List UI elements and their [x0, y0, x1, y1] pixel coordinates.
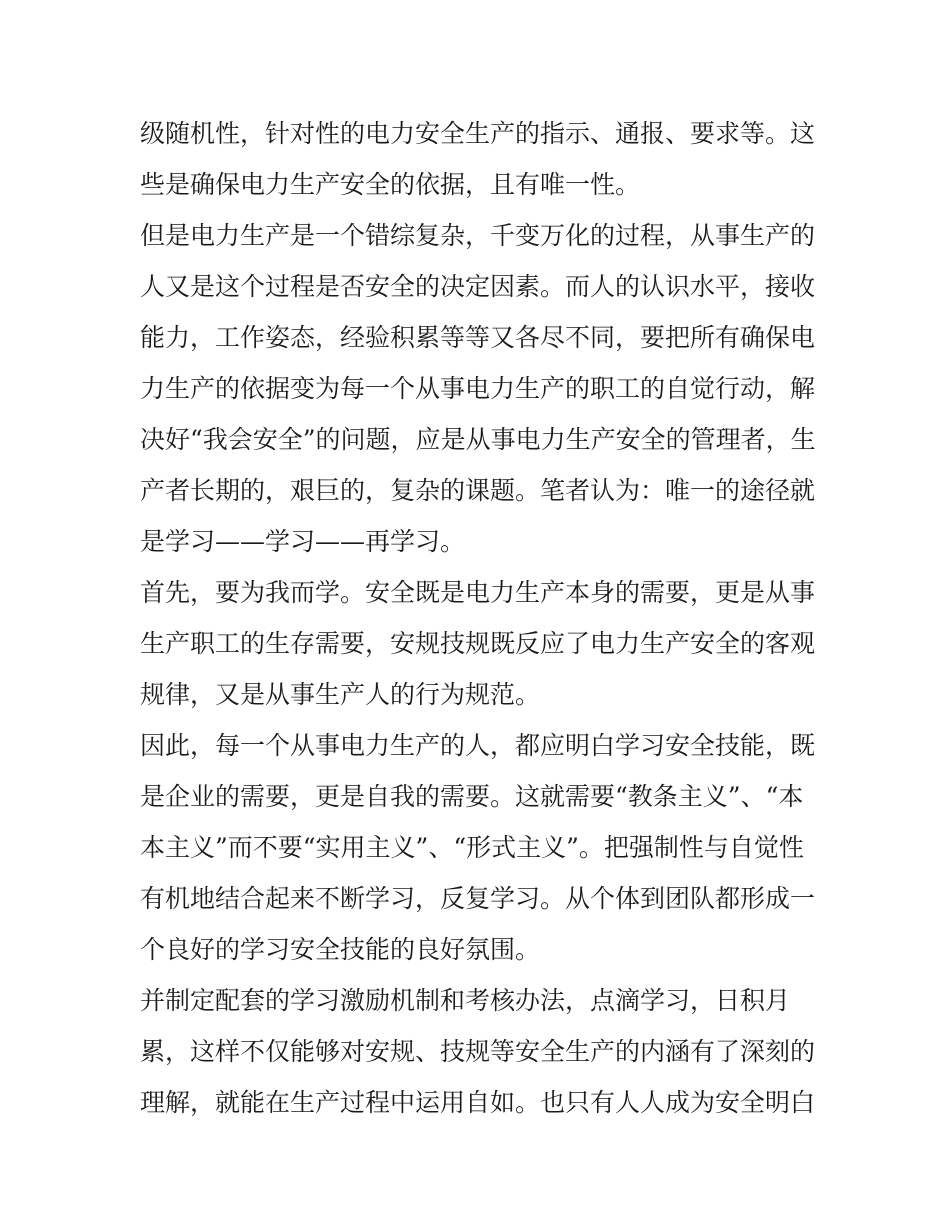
document-body	[140, 108, 820, 1128]
text-line: 并制定配套的学习激励机制和考核办法，点滴学习，日积月	[140, 986, 791, 1015]
text-line: 力生产的依据变为每一个从事电力生产的职工的自觉行动，解	[140, 374, 816, 403]
text-line: 因此，每一个从事电力生产的人，都应明白学习安全技能，既	[140, 731, 816, 760]
text-line: 但是电力生产是一个错综复杂，千变万化的过程，从事生产的	[140, 221, 816, 250]
text-line: 生产职工的生存需要，安规技规既反应了电力生产安全的客观	[140, 629, 816, 658]
text-line: 累，这样不仅能够对安规、技规等安全生产的内涵有了深刻的	[140, 1037, 816, 1066]
text-line: 级随机性，针对性的电力安全生产的指示、通报、要求等。这	[140, 119, 816, 148]
text-line: 些是确保电力生产安全的依据，且有唯一性。	[140, 170, 641, 199]
text-line: 能力，工作姿态，经验积累等等又各尽不同，要把所有确保电	[140, 323, 816, 352]
text-line: 决好“我会安全”的问题，应是从事电力生产安全的管理者，生	[140, 425, 816, 454]
text-line: 是企业的需要，更是自我的需要。这就需要“教条主义”、“本	[140, 782, 804, 811]
text-line: 理解，就能在生产过程中运用自如。也只有人人成为安全明白	[140, 1088, 816, 1117]
text-line: 是学习——学习——再学习。	[140, 527, 466, 556]
text-line: 规律，又是从事生产人的行为规范。	[140, 680, 541, 709]
text-line: 产者长期的，艰巨的，复杂的课题。笔者认为：唯一的途径就	[140, 476, 816, 505]
text-line: 人又是这个过程是否安全的决定因素。而人的认识水平，接收	[140, 272, 816, 301]
text-line: 首先，要为我而学。安全既是电力生产本身的需要，更是从事	[140, 578, 816, 607]
text-line: 个良好的学习安全技能的良好氛围。	[140, 935, 541, 964]
text-line: 有机地结合起来不断学习，反复学习。从个体到团队都形成一	[140, 884, 816, 913]
text-line: 本主义”而不要“实用主义”、“形式主义”。把强制性与自觉性	[140, 833, 804, 862]
